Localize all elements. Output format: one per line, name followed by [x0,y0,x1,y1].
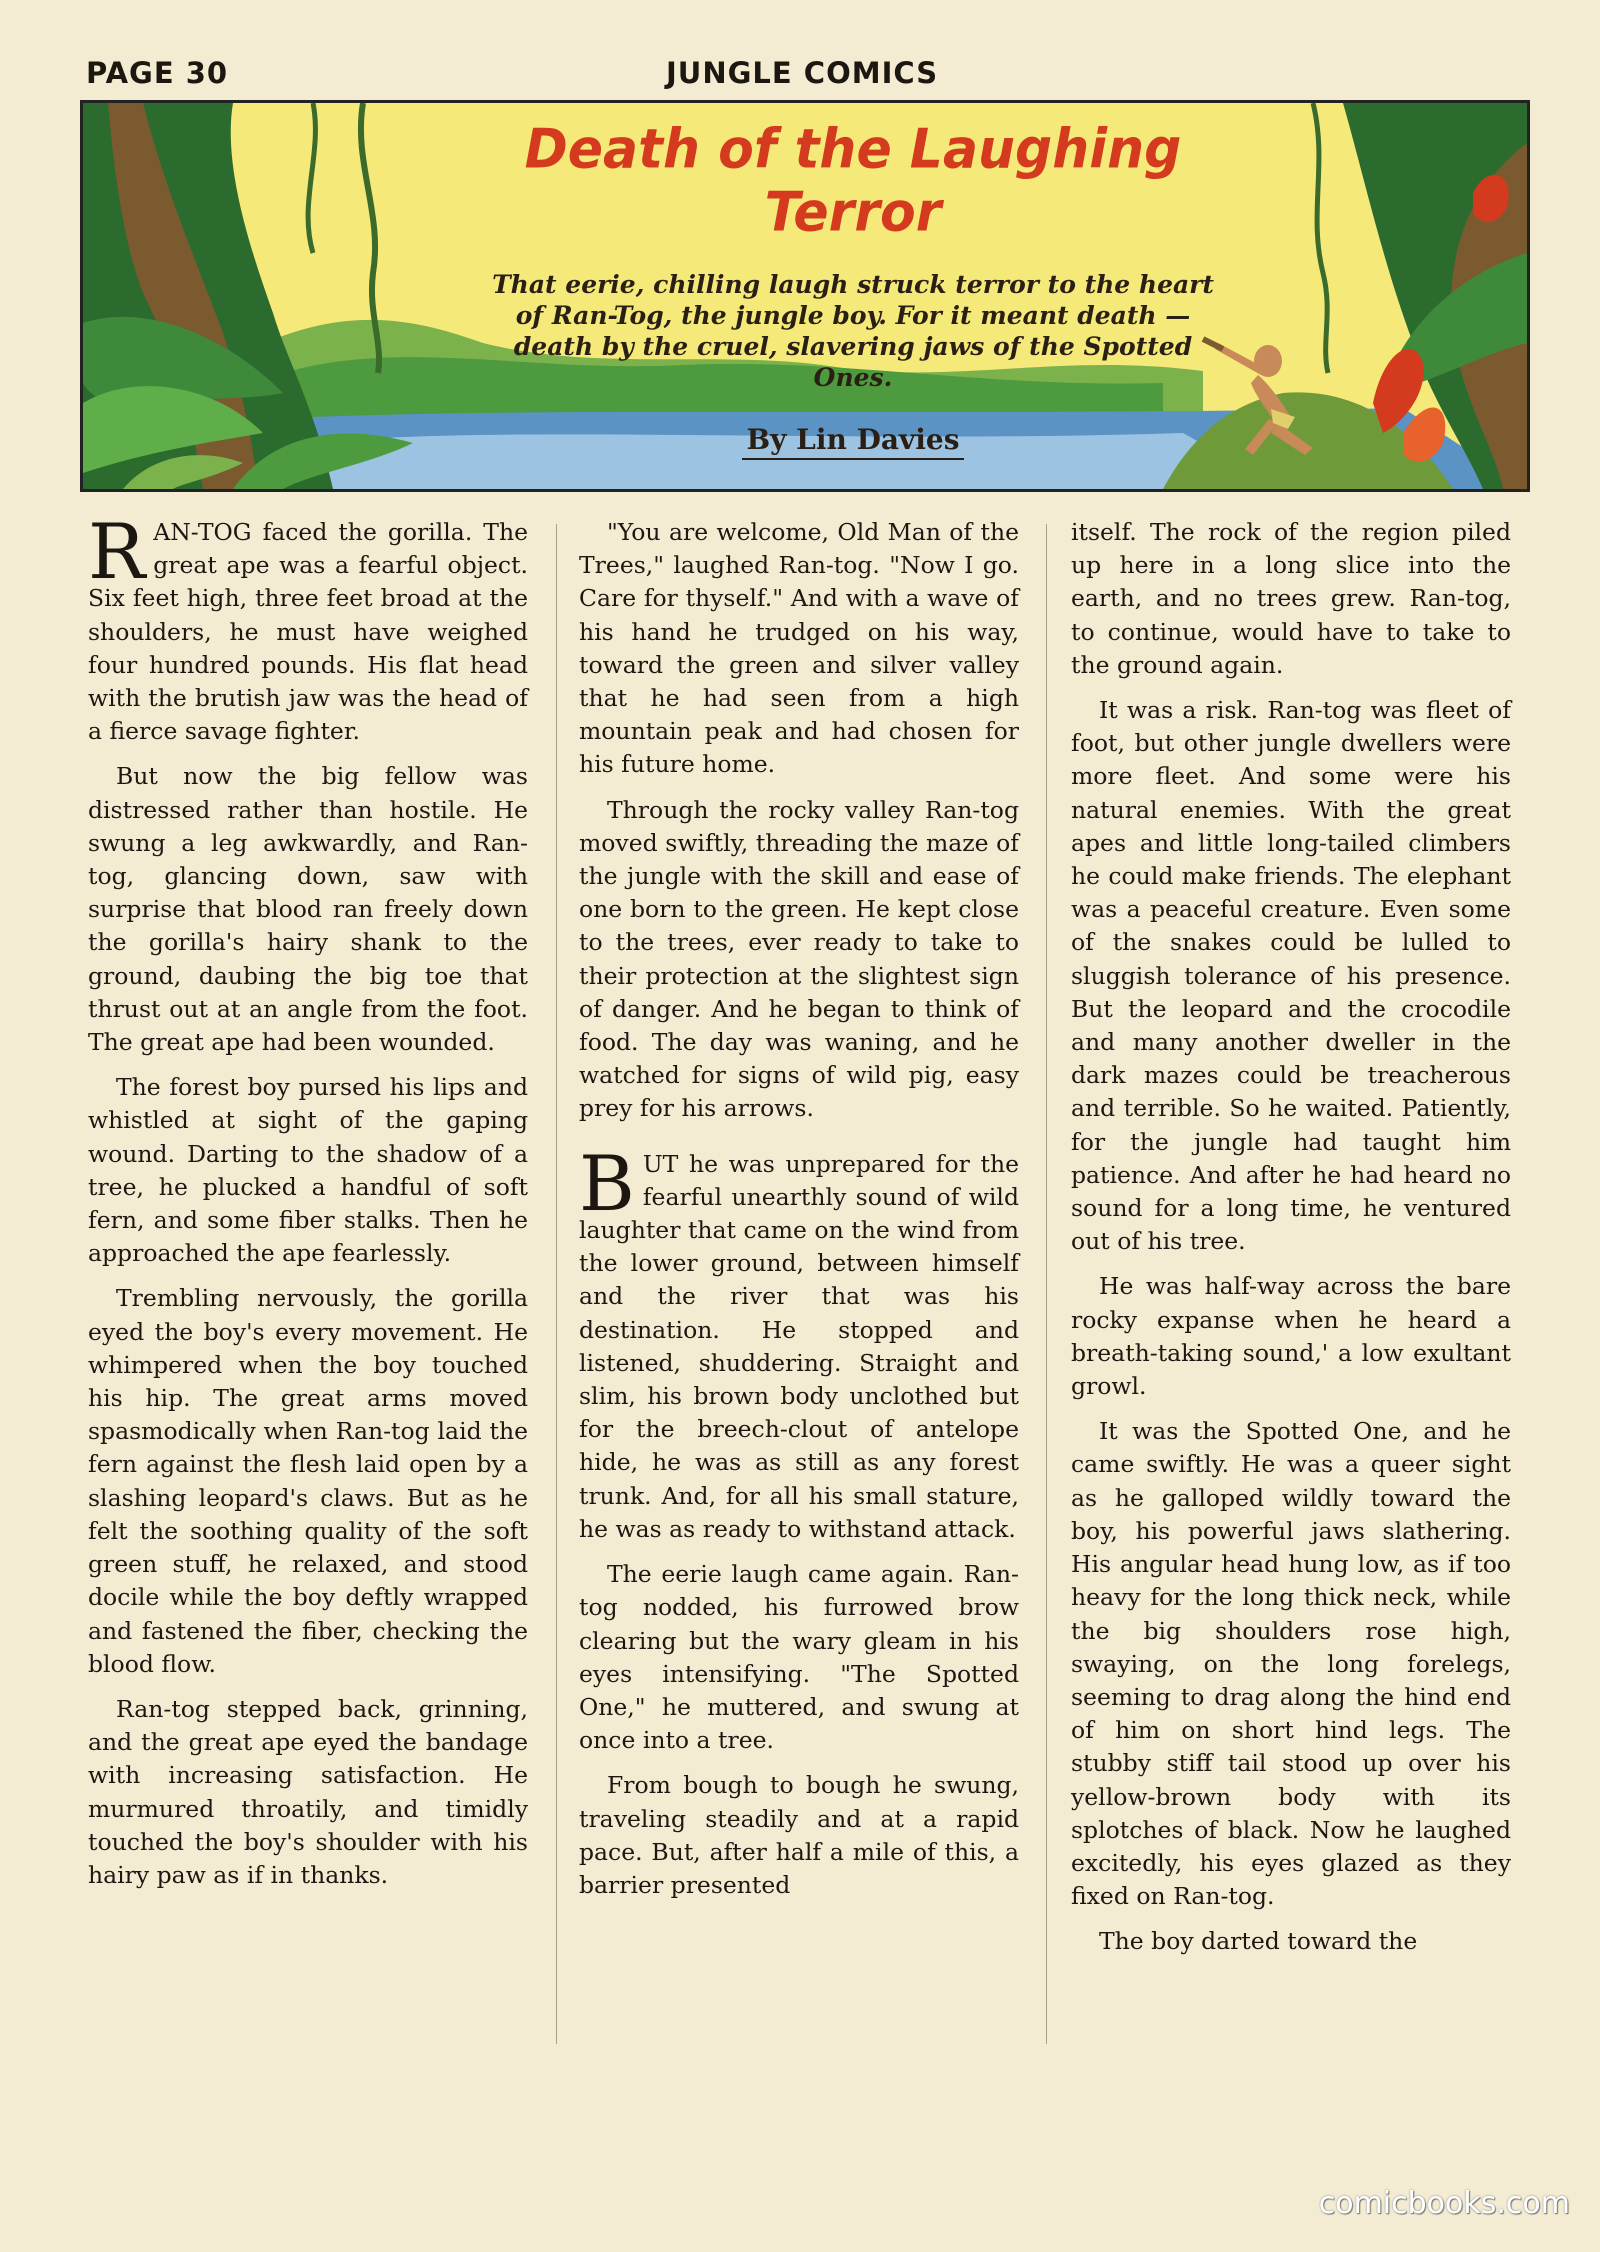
paragraph: Ran-tog stepped back, grinning, and the great ape eyed the bandage with increasing satisfaction. He murmured throatily, and timidly touched the boy's shoulder with his hairy paw as if in thanks. [88,1694,528,1889]
paragraph: It was the Spotted One, and he came swiftly. He was a queer sight as he galloped wildly toward the boy, his powerful jaws slathering. His angular head hung low, as if too heavy for the long thick neck, while the big shoulders rose high, swaying, on the long forelegs, seeming to drag along the hind end of him on short hind legs. The stubby stiff tail stood up over his yellow-brown body with its splotches of black. Now he laughed excitedly, his eyes glazed as they fixed on Ran-tog. [1071,1417,1511,1911]
magazine-title: JUNGLE COMICS [666,56,939,90]
paragraph: Through the rocky valley Ran-tog moved swiftly, threading the maze of the jungle with the skill and ease of one born to the green. He kept close to the trees, ever ready to take to their protection at the slightest sign of danger. And he began to think of food. The day was waning, and he watched for signs of wild pig, easy prey for his arrows. [579,795,1019,1123]
story-title: Death of the Laughing Terror [524,118,1182,244]
story-banner [80,100,1530,492]
paragraph [88,507,528,748]
paragraph-text: AN-TOG faced the gorilla. The great ape was a fearful object. Six feet high, three feet broad at the shoulders, he must have weighed four hundred pounds. His flat head with the brutish jaw was the head of a fierce savage fighter. [88,518,528,746]
page-header [86,48,1526,98]
column-divider [556,524,557,2044]
paragraph-text: UT he was unprepared for the fearful unearthly sound of wild laughter that came on the wind from the lower ground, between himself and the river that was his destination. He stopped and listened, shuddering. Straight and slim, his brown body unclothed but for the breech-clout of antelope hide, he was as still as any forest trunk. And, for all his small stature, he was as ready to withstand attack. [579,1149,1019,1543]
site-watermark: comicbooks.com [1318,2186,1570,2221]
column-divider [1046,524,1047,2044]
drop-cap: B [579,1138,635,1228]
drop-cap: R [88,507,146,596]
story-blurb: That eerie, chilling laugh struck terror to the heart of Ran-Tog, the jungle boy. For it meant death — death by the cruel, slavering jaws of the Spotted Ones. [492,270,1214,392]
paragraph: "You are welcome, Old Man of the Trees," laughed Ran-tog. "Now I go. Care for thyself." And with a wave of his hand he trudged on his way, toward the green and silver valley that he had seen from a high mountain peak and had chosen for his future home. [579,518,1019,779]
page-number: PAGE 30 [86,56,229,90]
paragraph: itself. The rock of the region piled up here in a long slice into the earth, and no trees grew. Ran-tog, to continue, would have to take to the ground again. [1071,518,1511,679]
paragraph: The boy darted toward the [1099,1927,1418,1956]
paragraph: The eerie laugh came again. Ran-tog nodded, his furrowed brow clearing but the wary gleam in his eyes intensifying. "The Spotted One," he muttered, and swung at once into a tree. [579,1560,1019,1755]
paragraph: From bough to bough he swung, traveling steadily and at a rapid pace. But, after half a mile of this, a barrier presented [579,1771,1019,1899]
story-byline: By Lin Davies [742,423,963,460]
column-1 [88,507,528,1904]
column-3 [1071,516,1511,1971]
banner-text [438,111,1268,481]
paragraph: Trembling nervously, the gorilla eyed the boy's every movement. He whimpered when the boy touched his hip. The great arms moved spasmodically when Ran-tog laid the fern against the flesh laid open by a slashing leopard's claws. But as he felt the soothing quality of the soft green stuff, he relaxed, and stood docile while the boy deftly wrapped and fastened the fiber, checking the blood flow. [88,1284,528,1678]
column-2 [579,516,1019,1914]
paragraph: But now the big fellow was distressed rather than hostile. He swung a leg awkwardly, and Ran-tog, glancing down, saw with surprise that blood ran freely down the gorilla's hairy shank to the ground, daubing the big toe that thrust out at an angle from the foot. The great ape had been wounded. [88,762,528,1057]
paragraph: The forest boy pursed his lips and whistled at sight of the gaping wound. Darting to the shadow of a tree, he plucked a handful of soft fern, and some fiber stalks. Then he approached the ape fearlessly. [88,1073,528,1268]
story-columns [84,507,1524,2056]
paragraph: He was half-way across the bare rocky expanse when he heard a breath-taking sound,' a low exultant growl. [1071,1272,1511,1401]
paragraph: It was a risk. Ran-tog was fleet of foot, but other jungle dwellers were more fleet. And some were his natural enemies. With the great apes and little long-tailed climbers he could make friends. The elephant was a peaceful creature. Even some of the snakes could be lulled to sluggish tolerance of his presence. But the leopard and the crocodile and many another dweller in the dark mazes could be treacherous and terrible. So he waited. Patiently, for the jungle had taught him patience. And after he had heard no sound for a long time, he ventured out of his tree. [1071,696,1511,1256]
paragraph [579,1138,1019,1546]
